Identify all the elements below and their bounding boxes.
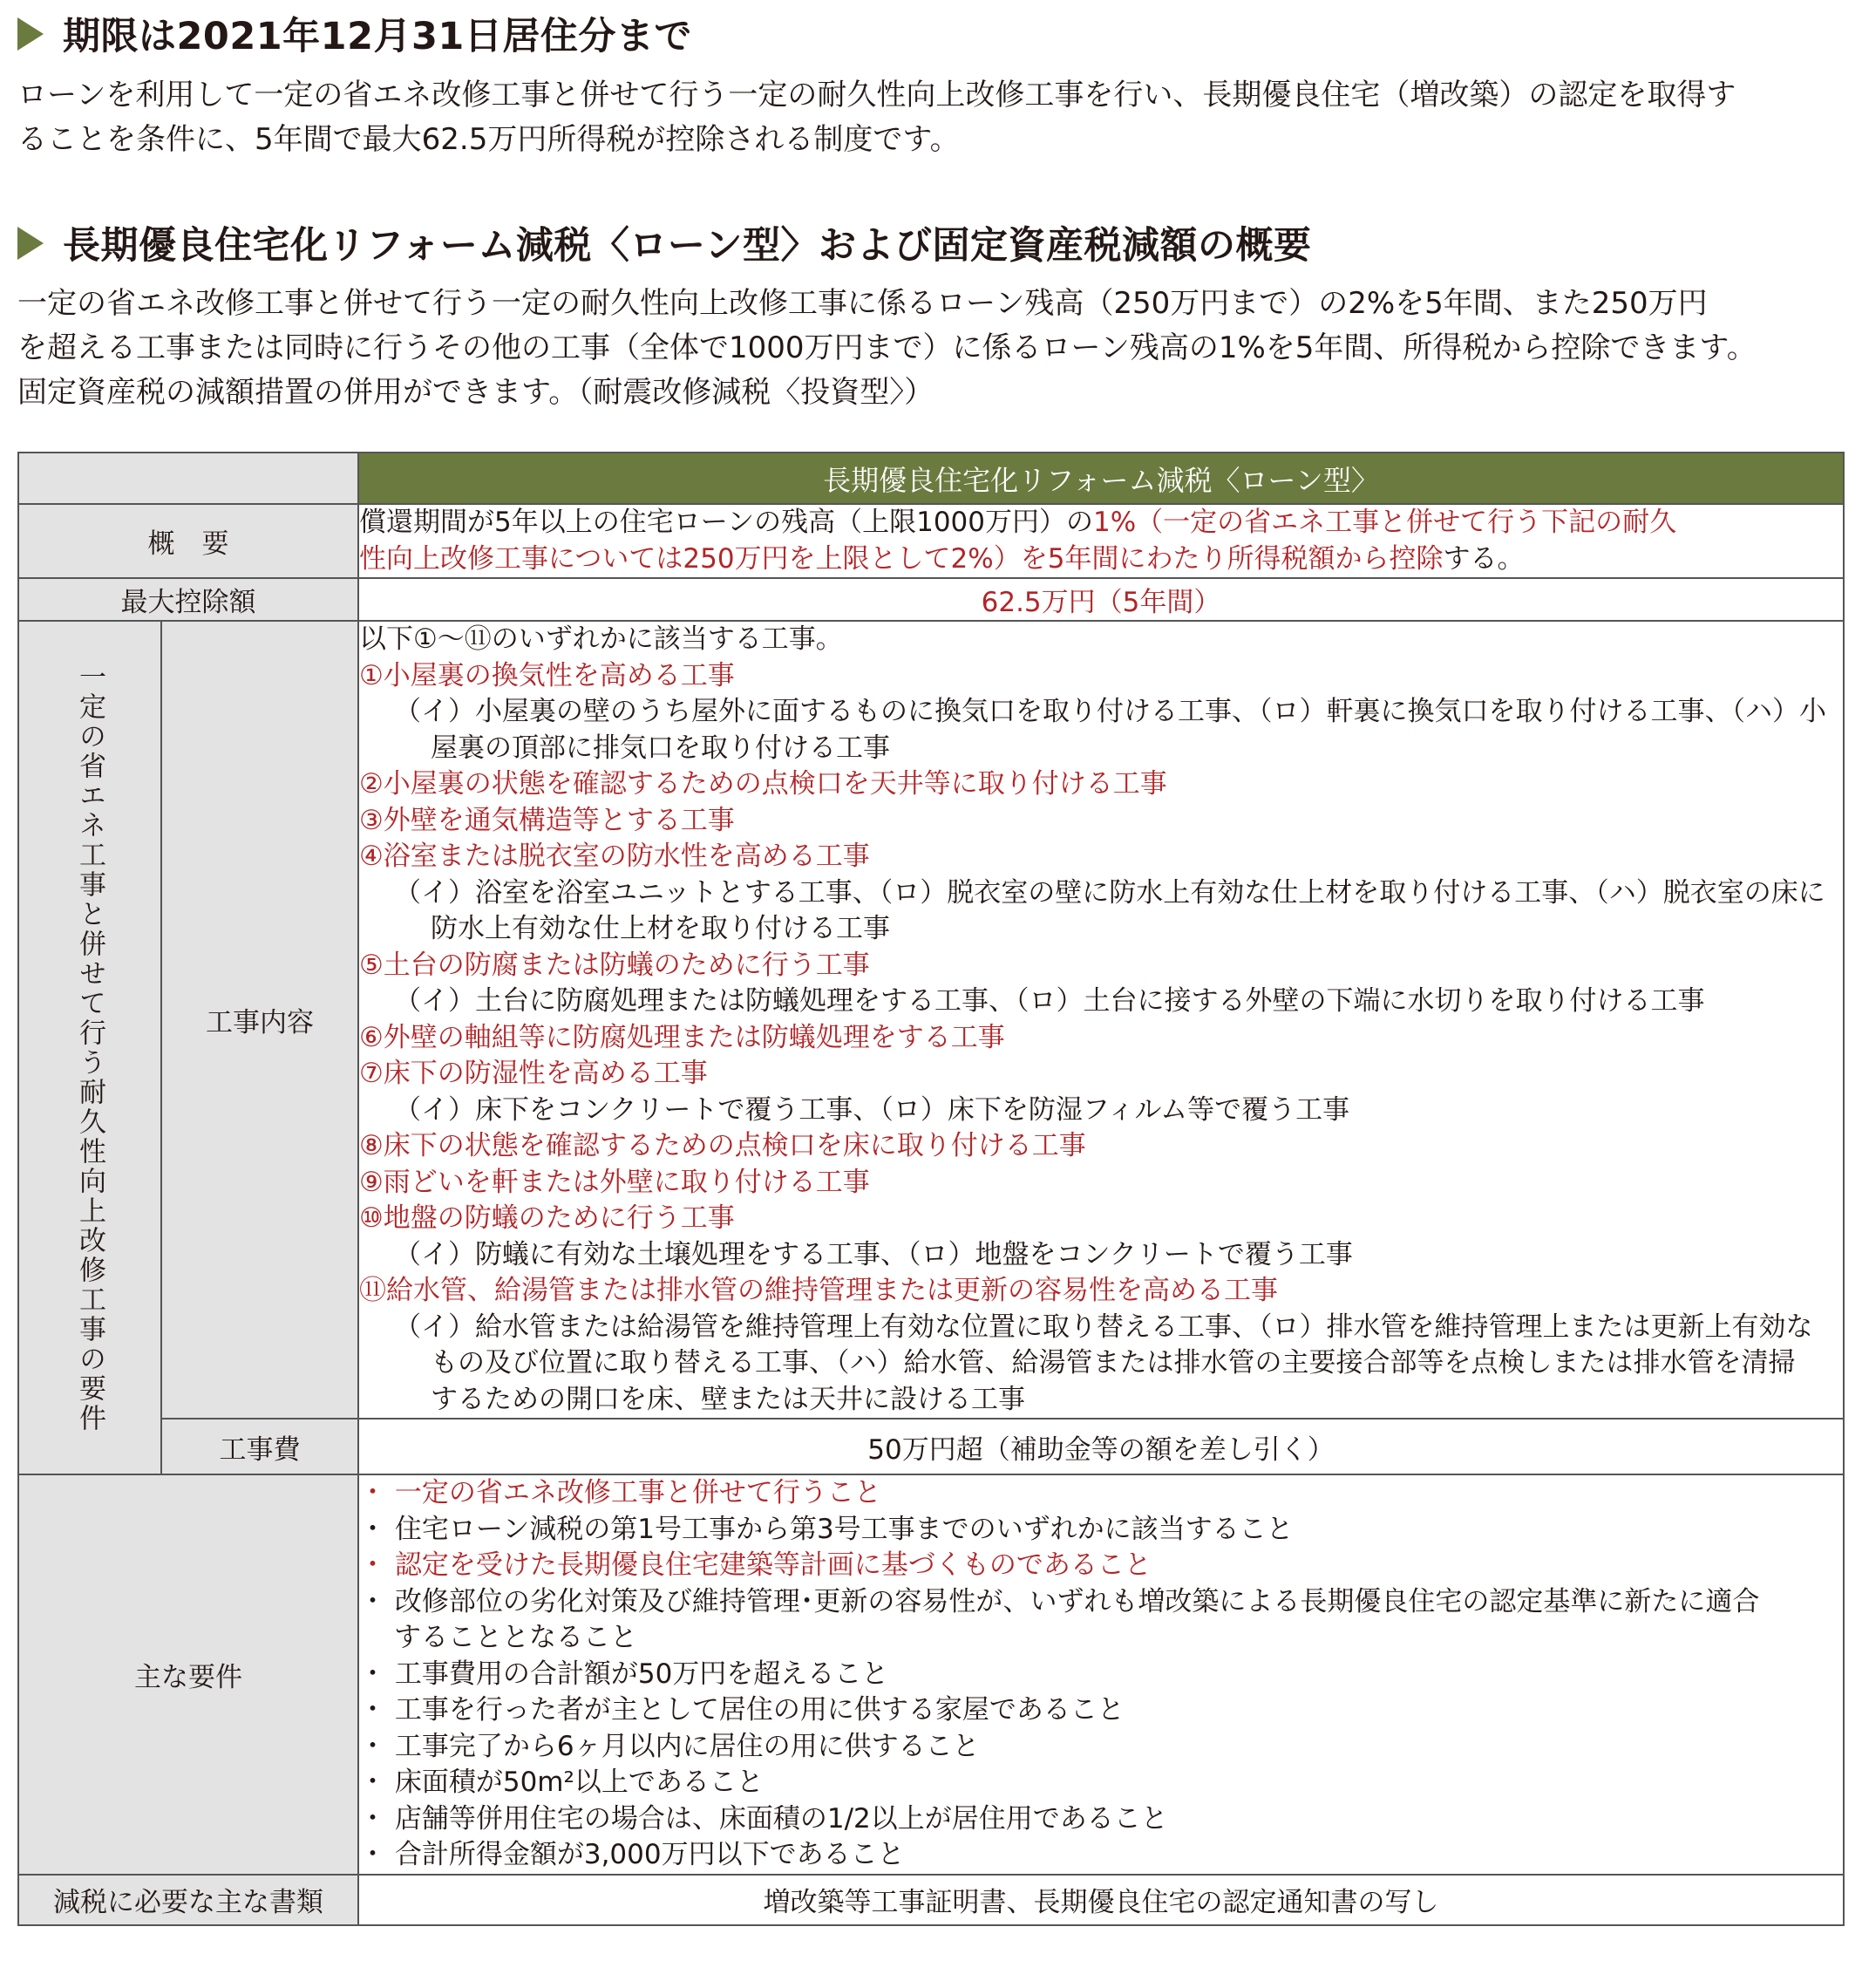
main-requirements-content	[358, 1474, 1844, 1875]
list-item-continuation: することとなること	[394, 1622, 637, 1653]
table-header-row	[18, 453, 1844, 504]
work-item: ④浴室または脱衣室の防水性を高める工事	[359, 841, 870, 872]
list-item: ・ 住宅ローン減税の第1号工事から第3号工事までのいずれかに該当すること	[359, 1513, 1294, 1545]
main-requirements-label: 主な要件	[18, 1474, 358, 1875]
work-item: ⑩地盤の防蟻のために行う工事	[359, 1202, 735, 1234]
overview-line: 固定資産税の減額措置の併用ができます。（耐震改修減税〈投資型〉）	[17, 375, 934, 410]
overview-content: 償還期間が5年以上の住宅ローンの残高（上限1000万円）の1%（一定の省エネ工事と併せて行う下記の耐久 性向上改修工事については250万円を上限として2%）を5年間にわたり所得税額から控除する。	[358, 504, 1844, 578]
intro-line: ることを条件に、5年間で最大62.5万円所得税が控除される制度です。	[17, 122, 960, 157]
max-deduction-value: 62.5万円（5年間）	[358, 578, 1844, 621]
work-item: ⑧床下の状態を確認するための点検口を床に取り付ける工事	[359, 1130, 1086, 1161]
table-header-title: 長期優良住宅化リフォーム減税〈ローン型〉	[358, 453, 1844, 504]
work-item: ⑥外壁の軸組等に防腐処理または防蟻処理をする工事	[359, 1021, 1005, 1053]
intro-paragraph	[17, 73, 1844, 162]
heading-period	[17, 7, 692, 60]
work-content: 以下①～⑪のいずれかに該当する工事。 ①小屋裏の換気性を高める工事 （イ）小屋裏の壁のうち屋外に面するものに換気口を取り付ける工事、（ロ）軒裏に換気口を取り付ける工事、（ハ）小 屋裏の頂部に排気口を取り付ける工事 ②小屋裏の状態を確認するための点検口を天井等に取り付ける工事 ③外壁を通気構造等とする工事 ④浴室または脱衣室の防水性を高める工事 （イ）浴室を浴室ユニットとする工事、（ロ）脱衣室の壁に防水上有効な仕上材を取り付ける工事、（ハ）脱衣室の床に 防水上有効な仕上材を取り付ける工事 ⑤土台の防腐または防蟻のために行う工事 （イ）土台に防腐処理または防蟻処理をする工事、（ロ）土台に接する外壁の下端に水切りを取り付ける工事 ⑥外壁の軸組等に防腐処理または防蟻処理をする工事 ⑦床下の防湿性を高める工事 （イ）床下をコンクリートで覆う工事、（ロ）床下を防湿フィルム等で覆う工事 ⑧床下の状態を確認するための点検口を床に取り付ける工事 ⑨雨どいを軒または外壁に取り付ける工事 ⑩地盤の防蟻のために行う工事 （イ）防蟻に有効な土壌処理をする工事、（ロ）地盤をコンクリートで覆う工事 ⑪給水管、給湯管または排水管の維持管理または更新の容易性を高める工事 （イ）給水管または給湯管を維持管理上有効な位置に取り替える工事、（ロ）排水管を維持管理上または更新上有効な もの及び位置に取り替える工事、（ハ）給水管、給湯管または排水管の主要接合部等を点検しまたは排水管を清掃 するための開口を床、壁または天井に設ける工事	[358, 621, 1844, 1419]
cost-label: 工事費	[161, 1419, 358, 1474]
table-row	[18, 578, 1844, 621]
header-blank-cell	[18, 453, 358, 504]
table-row	[18, 1419, 1844, 1474]
intro-line: ローンを利用して一定の省エネ改修工事と併せて行う一定の耐久性向上改修工事を行い、長期優良住宅（増改築）の認定を取得す	[17, 78, 1736, 112]
heading-overview-text: 長期優良住宅化リフォーム減税〈ローン型〉および固定資産税減額の概要	[63, 224, 1312, 268]
overview-line: を超える工事または同時に行うその他の工事（全体で1000万円まで）に係るローン残高の1%を5年間、所得税から控除できます。	[17, 330, 1757, 365]
list-item: ・ 合計所得金額が3,000万円以下であること	[359, 1839, 905, 1870]
work-item: ③外壁を通気構造等とする工事	[359, 804, 735, 836]
table-row	[18, 621, 1844, 1419]
work-item: ⑤土台の防腐または防蟻のために行う工事	[359, 949, 870, 981]
work-item: ②小屋裏の状態を確認するための点検口を天井等に取り付ける工事	[359, 768, 1167, 800]
table-row	[18, 1875, 1844, 1925]
documents-label: 減税に必要な主な書類	[18, 1875, 358, 1925]
overview-paragraph	[17, 282, 1844, 415]
triangle-bullet-icon	[17, 17, 44, 51]
list-item: ・ 床面積が50m²以上であること	[359, 1767, 764, 1798]
heading-overview	[17, 216, 1312, 269]
table-row	[18, 504, 1844, 578]
overview-line: 一定の省エネ改修工事と併せて行う一定の耐久性向上改修工事に係るローン残高（250万円まで）の2%を5年間、また250万円	[17, 286, 1708, 321]
list-item: ・ 工事費用の合計額が50万円を超えること	[359, 1658, 889, 1690]
triangle-bullet-icon	[17, 227, 44, 260]
work-item: ①小屋裏の換気性を高める工事	[359, 659, 735, 691]
list-item: ・ 工事完了から6ヶ月以内に居住の用に供すること	[359, 1730, 980, 1762]
requirements-group-label	[18, 621, 161, 1474]
tax-table	[17, 452, 1845, 1926]
list-item: ・ 改修部位の劣化対策及び維持管理･更新の容易性が、いずれも増改築による長期優良住宅の認定基準に新たに適合	[359, 1585, 1760, 1617]
list-item: ・ 認定を受けた長期優良住宅建築等計画に基づくものであること	[359, 1549, 1152, 1581]
overview-label: 概 要	[18, 504, 358, 578]
cost-value: 50万円超（補助金等の額を差し引く）	[358, 1419, 1844, 1474]
work-item: ⑨雨どいを軒または外壁に取り付ける工事	[359, 1166, 870, 1198]
heading-period-text: 期限は2021年12月31日居住分まで	[63, 15, 692, 58]
documents-value: 増改築等工事証明書、長期優良住宅の認定通知書の写し	[358, 1875, 1844, 1925]
requirements-group-text: 一定の省エネ工事と併せて行う耐久性向上改修工事の要件	[74, 662, 105, 1433]
max-deduction-label: 最大控除額	[18, 578, 358, 621]
list-item: ・ 工事を行った者が主として居住の用に供する家屋であること	[359, 1694, 1125, 1726]
table-row	[18, 1474, 1844, 1875]
work-item: ⑪給水管、給湯管または排水管の維持管理または更新の容易性を高める工事	[359, 1275, 1278, 1306]
work-label: 工事内容	[161, 621, 358, 1419]
list-item: ・ 一定の省エネ改修工事と併せて行うこと	[359, 1477, 881, 1508]
work-item: ⑦床下の防湿性を高める工事	[359, 1058, 708, 1089]
list-item: ・ 店舗等併用住宅の場合は、床面積の1/2以上が居住用であること	[359, 1802, 1168, 1835]
